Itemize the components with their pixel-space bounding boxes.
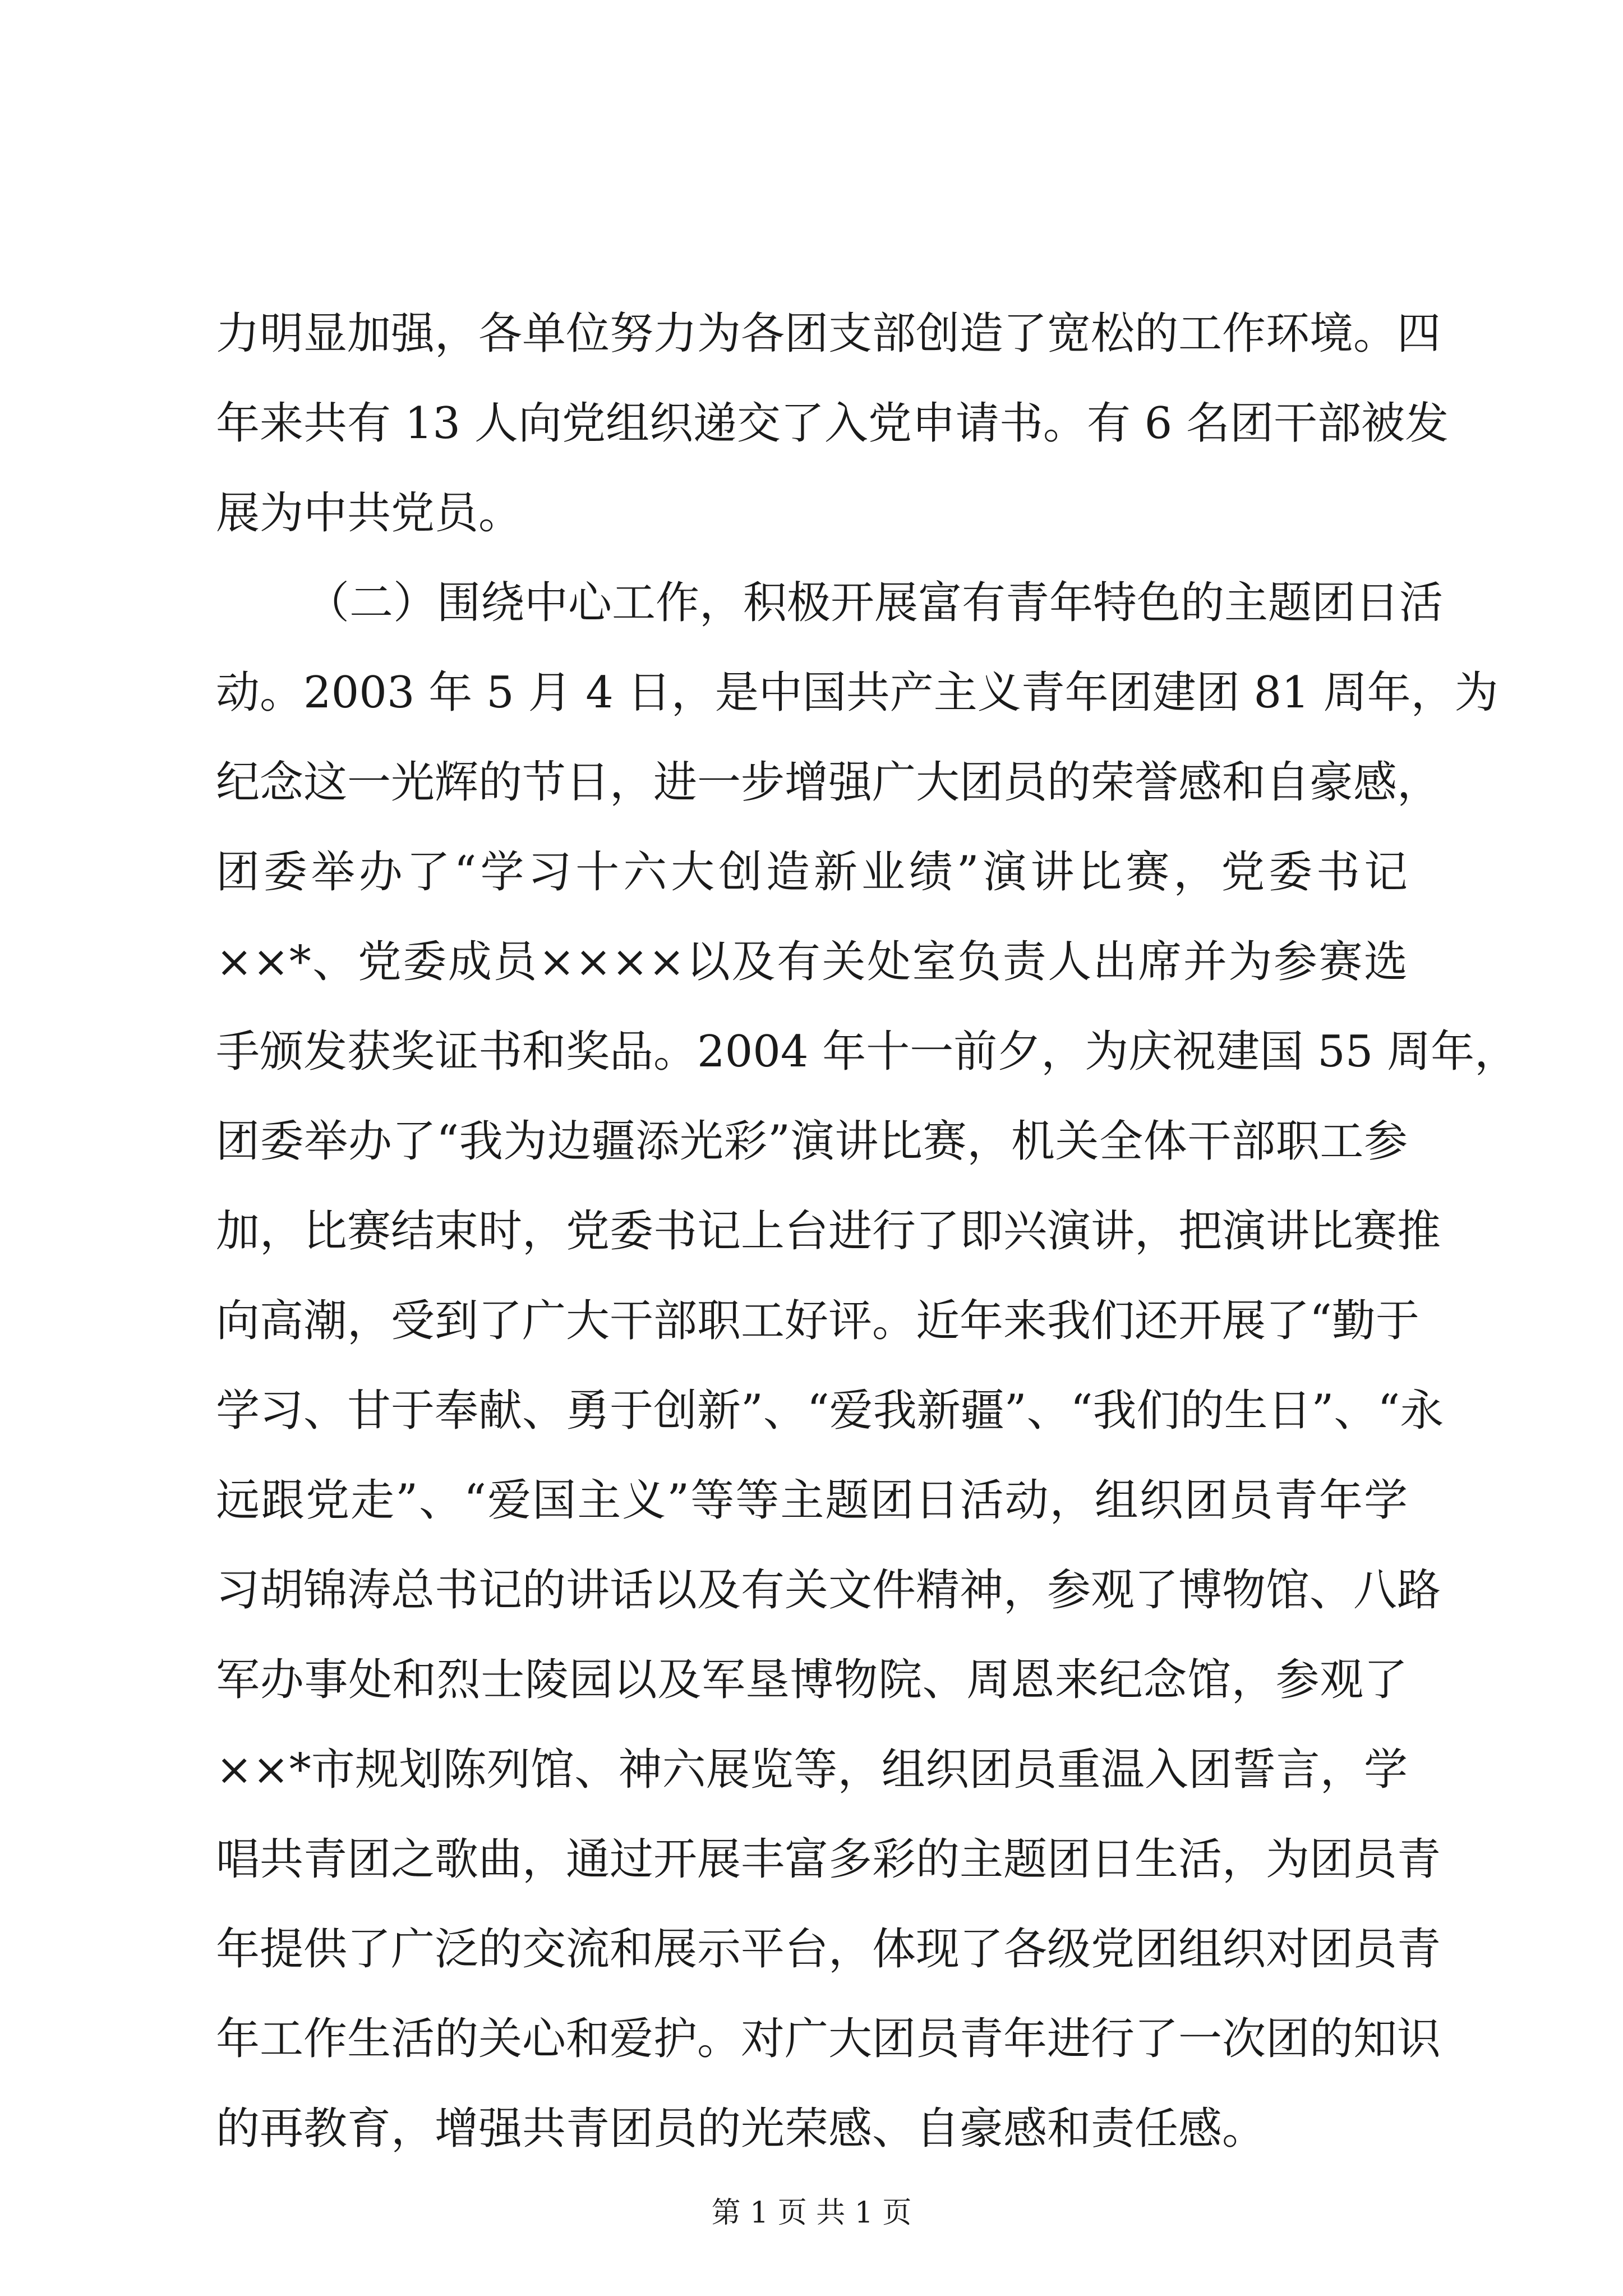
text-line-1: 力明显加强，各单位努力为各团支部创造了宽松的工作环境。四 bbox=[216, 309, 1441, 359]
text-line-5: 动。2003 年 5 月 4 日，是中国共产主义青年团建团 81 周年，为 bbox=[216, 668, 1498, 718]
text-line-14: 远跟党走”、“爱国主义”等等主题团日活动，组织团员青年学 bbox=[216, 1475, 1408, 1526]
text-line-8: ××*、党委成员××××以及有关处室负责人出席并为参赛选 bbox=[216, 937, 1408, 987]
text-line-21: 的再教育，增强共青团员的光荣感、自豪感和责任感。 bbox=[216, 2104, 1266, 2154]
text-line-10: 团委举办了“我为边疆添光彩”演讲比赛，机关全体干部职工参 bbox=[216, 1116, 1408, 1167]
text-line-3: 展为中共党员。 bbox=[216, 488, 523, 539]
text-line-12: 向高潮，受到了广大干部职工好评。近年来我们还开展了“勤于 bbox=[216, 1296, 1419, 1346]
text-line-20: 年工作生活的关心和爱护。对广大团员青年进行了一次团的知识 bbox=[216, 2014, 1441, 2064]
text-line-11: 加，比赛结束时，党委书记上台进行了即兴演讲，把演讲比赛推 bbox=[216, 1206, 1441, 1257]
text-line-17: ××*市规划陈列馆、神六展览等，组织团员重温入团誓言，学 bbox=[216, 1745, 1408, 1795]
text-line-16: 军办事处和烈士陵园以及军垦博物院、周恩来纪念馆，参观了 bbox=[216, 1655, 1408, 1705]
paragraph-heading-line: （二）围绕中心工作，积极开展富有青年特色的主题团日活 bbox=[306, 578, 1444, 628]
text-line-9: 手颁发获奖证书和奖品。2004 年十一前夕，为庆祝建国 55 周年， bbox=[216, 1027, 1519, 1077]
text-line-18: 唱共青团之歌曲，通过开展丰富多彩的主题团日生活，为团员青 bbox=[216, 1834, 1441, 1885]
text-line-7: 团委举办了“学习十六大创造新业绩”演讲比赛，党委书记 bbox=[216, 847, 1408, 898]
text-line-2: 年来共有 13 人向党组织递交了入党申请书。有 6 名团干部被发 bbox=[216, 398, 1449, 449]
text-line-15: 习胡锦涛总书记的讲话以及有关文件精神，参观了博物馆、八路 bbox=[216, 1565, 1441, 1616]
page-number-footer: 第 1 页 共 1 页 bbox=[711, 2196, 912, 2230]
text-line-19: 年提供了广泛的交流和展示平台，体现了各级党团组织对团员青 bbox=[216, 1924, 1441, 1975]
text-line-13: 学习、甘于奉献、勇于创新”、“爱我新疆”、“我们的生日”、“永 bbox=[216, 1386, 1444, 1436]
text-line-6: 纪念这一光辉的节日，进一步增强广大团员的荣誉感和自豪感， bbox=[216, 757, 1441, 808]
